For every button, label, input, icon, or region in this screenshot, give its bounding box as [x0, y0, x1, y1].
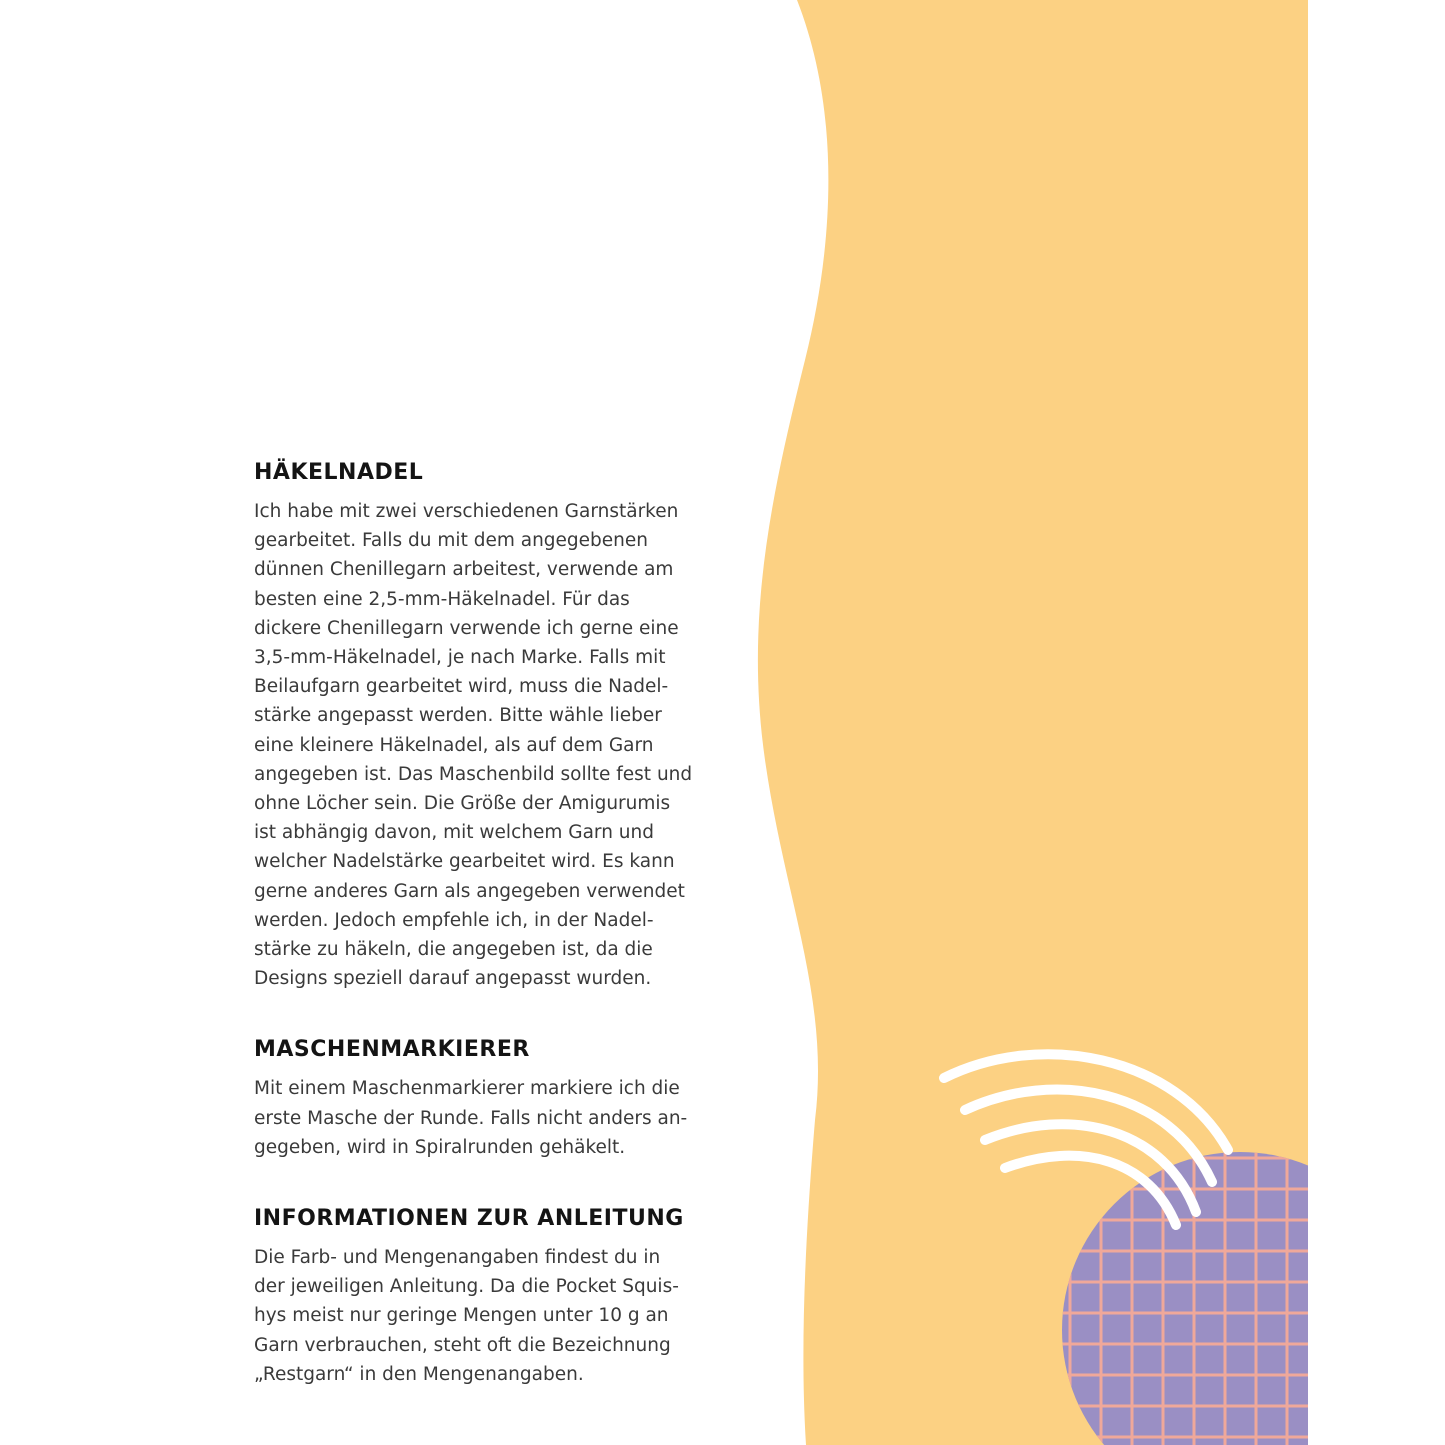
text-line: Ich habe mit zwei verschiedenen Garnstärken — [254, 501, 679, 522]
text-line: Mit einem Maschenmarkierer markiere ich die — [254, 1078, 680, 1100]
text-column — [254, 457, 724, 1389]
section-body — [254, 1074, 724, 1162]
section-body — [254, 1243, 724, 1389]
section-body — [254, 497, 724, 993]
text-line: stärke zu häkeln, die angegeben ist, da die — [254, 939, 653, 961]
text-line: „Restgarn“ in den Mengenangaben. — [254, 1363, 584, 1385]
section-informationen-zur-anleitung — [254, 1203, 724, 1389]
text-line: hys meist nur geringe Mengen unter 10 g an — [254, 1305, 669, 1327]
text-line: gearbeitet. Falls du mit dem angegebenen — [254, 530, 649, 552]
text-line: Die Farb- und Mengenangaben findest du in — [254, 1247, 661, 1269]
section-heading: HÄKELNADEL — [254, 460, 424, 485]
text-line: der jeweiligen Anleitung. Da die Pocket Squis- — [254, 1276, 679, 1298]
text-line: Designs speziell darauf angepasst wurden. — [254, 968, 652, 990]
text-line: erste Masche der Runde. Falls nicht anders an- — [254, 1107, 688, 1129]
text-line: werden. Jedoch empfehle ich, in der Nadel- — [254, 909, 654, 931]
text-line: gerne anderes Garn als angegeben verwendet — [254, 880, 685, 902]
section-maschenmarkierer — [254, 1034, 724, 1162]
text-line: stärke angepasst werden. Bitte wähle lieber — [254, 705, 662, 727]
text-line: besten eine 2,5-mm-Häkelnadel. Für das — [254, 588, 630, 610]
text-line: welcher Nadelstärke gearbeitet wird. Es kann — [254, 851, 675, 873]
text-line: gegeben, wird in Spiralrunden gehäkelt. — [254, 1136, 626, 1158]
section-heading: MASCHENMARKIERER — [254, 1037, 530, 1063]
text-line: dünnen Chenillegarn arbeitest, verwende am — [254, 559, 674, 581]
text-line: ohne Löcher sein. Die Größe der Amigurumis — [254, 793, 671, 815]
text-line: Beilaufgarn gearbeitet wird, muss die Nadel- — [254, 676, 669, 698]
text-line: eine kleinere Häkelnadel, als auf dem Garn — [254, 734, 654, 756]
text-line: Garn verbrauchen, steht oft die Bezeichnung — [254, 1334, 671, 1356]
section-heading: INFORMATIONEN ZUR ANLEITUNG — [254, 1206, 684, 1232]
text-line: dickere Chenillegarn verwende ich gerne eine — [254, 617, 679, 639]
section-haekelnadel — [254, 457, 724, 993]
text-line: angegeben ist. Das Maschenbild sollte fest und — [254, 763, 693, 785]
text-line: ist abhängig davon, mit welchem Garn und — [254, 822, 654, 844]
text-line: 3,5-mm-Häkelnadel, je nach Marke. Falls mit — [254, 647, 666, 669]
